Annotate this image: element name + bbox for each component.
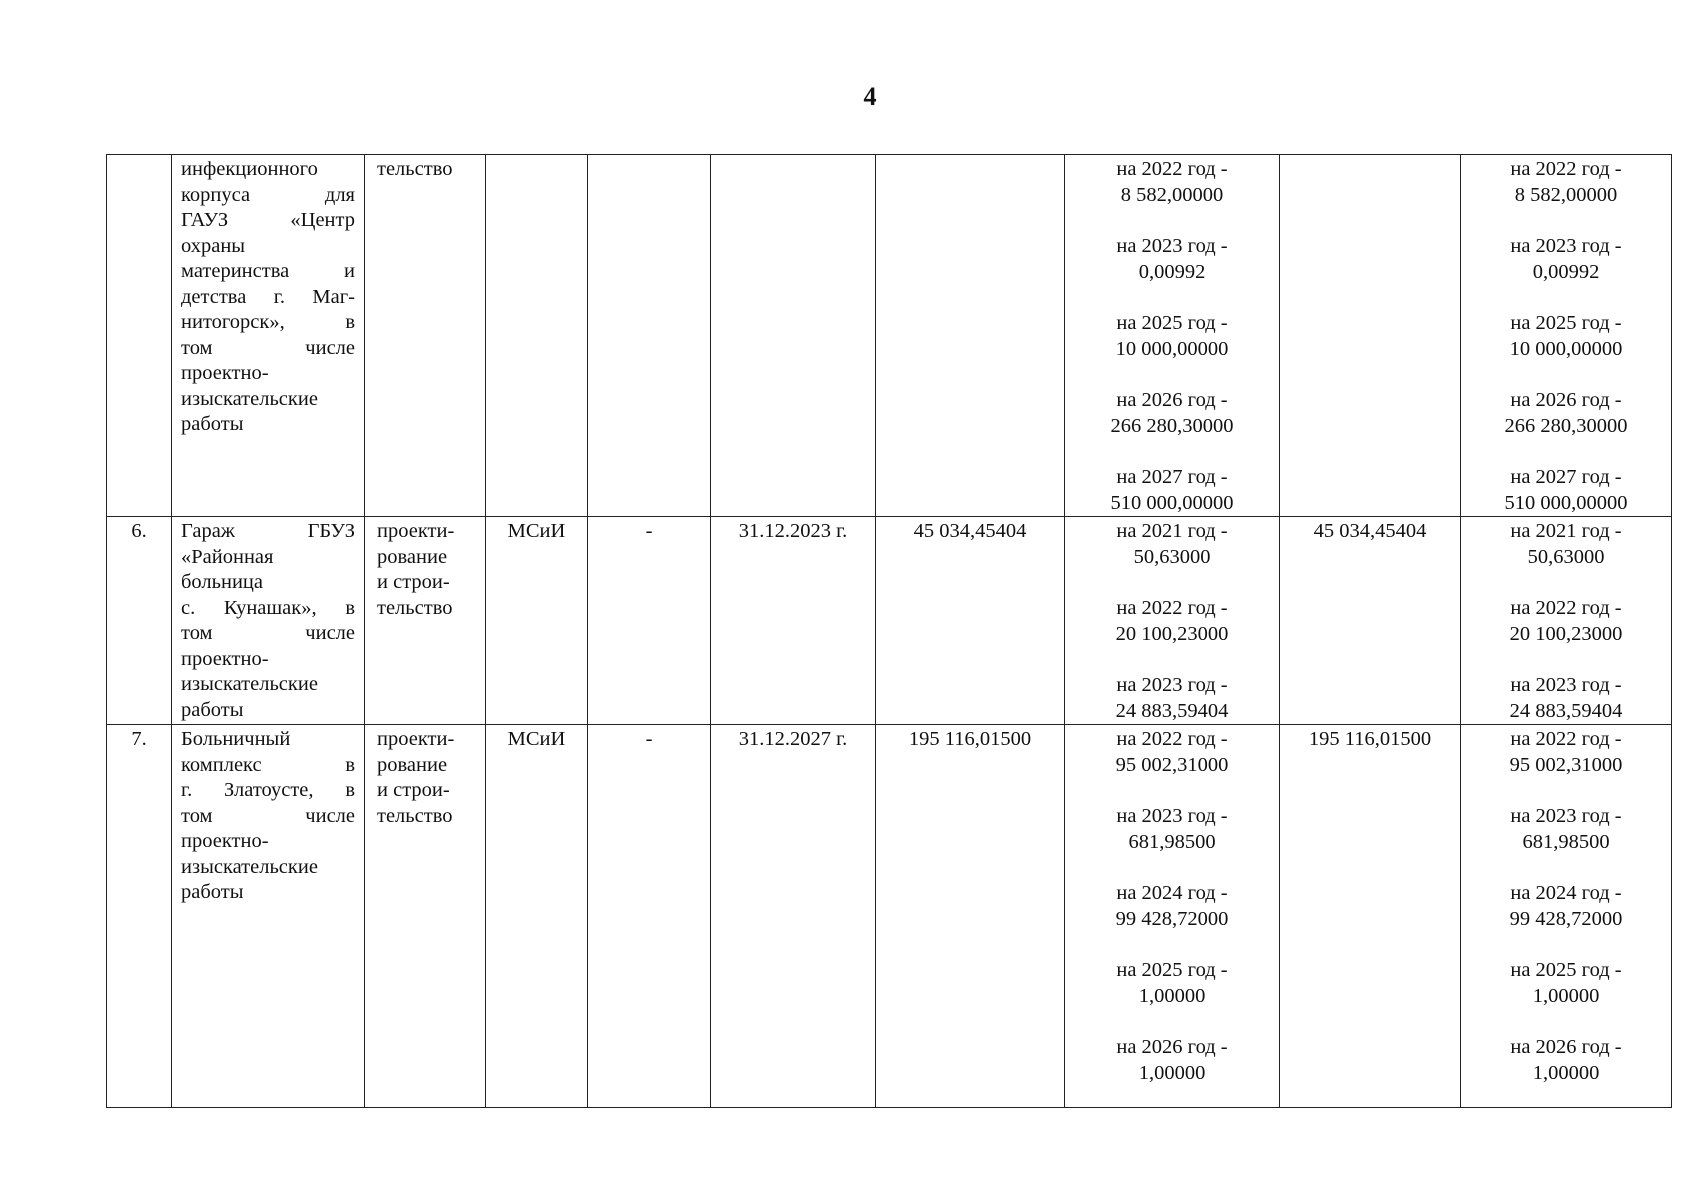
object-name-line: том числе xyxy=(181,804,355,827)
work-type-line: проекти- xyxy=(377,728,455,750)
object-name-cell xyxy=(172,517,365,725)
year-amount: 510 000,00000 xyxy=(1110,491,1234,514)
object-name-line: нитогорск», в xyxy=(181,311,355,333)
customer-value: МСиИ xyxy=(507,728,566,750)
year-amount: 8 582,00000 xyxy=(1514,183,1618,206)
total-cost-value: 195 116,01500 xyxy=(908,728,1032,750)
yearly-funding-2-entry xyxy=(1461,157,1671,208)
yearly-funding-entry xyxy=(1065,311,1279,362)
customer-value: МСиИ xyxy=(507,520,566,542)
year-amount: 1,00000 xyxy=(1532,984,1600,1007)
year-amount: 50,63000 xyxy=(1133,545,1211,568)
yearly-funding-entry xyxy=(1065,157,1279,208)
work-type-cell xyxy=(365,517,486,725)
work-type-line: тельство xyxy=(377,596,453,619)
yearly-funding-entry xyxy=(1065,388,1279,439)
yearly-funding-entry xyxy=(1065,519,1279,570)
year-amount: 510 000,00000 xyxy=(1504,491,1628,514)
work-type-cell xyxy=(365,725,486,1108)
yearly-funding-2-cell xyxy=(1461,725,1672,1108)
row-number: 6. xyxy=(131,520,147,542)
dash-cell xyxy=(588,725,711,1108)
dash-value: - xyxy=(645,728,653,750)
object-name-line: работы xyxy=(181,698,244,721)
yearly-funding-entry xyxy=(1065,881,1279,932)
yearly-funding-2-entry xyxy=(1461,519,1671,570)
yearly-funding-entry xyxy=(1065,727,1279,778)
row-number-cell xyxy=(107,155,172,517)
year-amount: 1,00000 xyxy=(1532,1061,1600,1084)
year-amount: 50,63000 xyxy=(1527,545,1605,568)
total-cost-2-cell xyxy=(1280,517,1461,725)
year-label: на 2023 год - xyxy=(1510,235,1622,257)
object-name-line: изыскательские xyxy=(181,855,318,878)
yearly-funding-entry xyxy=(1065,1035,1279,1086)
object-name-line: проектно- xyxy=(181,830,269,852)
object-name-line: инфекционного xyxy=(181,158,318,180)
year-amount: 8 582,00000 xyxy=(1120,183,1224,206)
year-label: на 2022 год - xyxy=(1116,597,1228,619)
total-cost-2-value: 45 034,45404 xyxy=(1313,520,1427,542)
dash-cell xyxy=(588,155,711,517)
year-label: на 2022 год - xyxy=(1116,728,1228,750)
year-amount: 24 883,59404 xyxy=(1509,699,1623,722)
total-cost-2-value: 195 116,01500 xyxy=(1308,728,1432,750)
year-label: на 2025 год - xyxy=(1510,312,1622,334)
work-type-line: и строи- xyxy=(377,571,450,593)
year-label: на 2023 год - xyxy=(1116,674,1228,696)
year-amount: 1,00000 xyxy=(1138,1061,1206,1084)
yearly-funding-2-entry xyxy=(1461,804,1671,855)
year-amount: 10 000,00000 xyxy=(1509,337,1623,360)
year-label: на 2023 год - xyxy=(1116,235,1228,257)
work-type-line: тельство xyxy=(377,158,453,180)
year-label: на 2022 год - xyxy=(1116,158,1228,180)
object-name-line: больница xyxy=(181,571,263,593)
year-label: на 2022 год - xyxy=(1510,158,1622,180)
deadline-value: 31.12.2023 г. xyxy=(738,520,848,542)
yearly-funding-2-entry xyxy=(1461,465,1671,516)
total-cost-value: 45 034,45404 xyxy=(913,520,1027,542)
deadline-cell xyxy=(711,155,876,517)
year-label: на 2026 год - xyxy=(1510,1036,1622,1058)
object-name-line: комплекс в xyxy=(181,753,355,776)
table-row xyxy=(107,155,1672,517)
year-amount: 266 280,30000 xyxy=(1504,414,1628,437)
work-type-cell xyxy=(365,155,486,517)
work-type-line: тельство xyxy=(377,804,453,827)
object-name-line: изыскательские xyxy=(181,387,318,410)
year-label: на 2023 год - xyxy=(1116,805,1228,827)
year-amount: 99 428,72000 xyxy=(1115,907,1229,930)
year-amount: 95 002,31000 xyxy=(1509,753,1623,776)
year-amount: 0,00992 xyxy=(1138,260,1206,283)
object-name-line: г. Златоусте, в xyxy=(181,779,355,801)
year-amount: 681,98500 xyxy=(1522,830,1610,853)
year-label: на 2026 год - xyxy=(1116,389,1228,411)
yearly-funding-2-entry xyxy=(1461,1035,1671,1086)
row-number-cell xyxy=(107,517,172,725)
object-name-line: том числе xyxy=(181,622,355,644)
year-label: на 2026 год - xyxy=(1510,389,1622,411)
year-label: на 2024 год - xyxy=(1116,882,1228,904)
work-type-line: проекти- xyxy=(377,520,455,542)
year-label: на 2025 год - xyxy=(1116,959,1228,981)
yearly-funding-2-entry xyxy=(1461,727,1671,778)
year-amount: 1,00000 xyxy=(1138,984,1206,1007)
yearly-funding-2-entry xyxy=(1461,673,1671,724)
object-name-line: ГАУЗ «Центр xyxy=(181,209,355,231)
yearly-funding-2-cell xyxy=(1461,517,1672,725)
yearly-funding-2-cell xyxy=(1461,155,1672,517)
year-amount: 266 280,30000 xyxy=(1110,414,1234,437)
yearly-funding-entry xyxy=(1065,958,1279,1009)
yearly-funding-2-entry xyxy=(1461,311,1671,362)
yearly-funding-entry xyxy=(1065,465,1279,516)
year-label: на 2023 год - xyxy=(1510,805,1622,827)
year-label: на 2023 год - xyxy=(1510,674,1622,696)
object-name-line: том числе xyxy=(181,336,355,359)
object-name-line: изыскательские xyxy=(181,673,318,695)
object-name-line: Гараж ГБУЗ xyxy=(181,520,355,542)
total-cost-cell xyxy=(876,517,1065,725)
year-label: на 2021 год - xyxy=(1116,520,1228,542)
yearly-funding-2-entry xyxy=(1461,881,1671,932)
table-body xyxy=(107,155,1672,1108)
yearly-funding-entry xyxy=(1065,596,1279,647)
total-cost-cell xyxy=(876,155,1065,517)
year-label: на 2027 год - xyxy=(1116,466,1228,488)
year-label: на 2025 год - xyxy=(1510,959,1622,981)
year-label: на 2022 год - xyxy=(1510,597,1622,619)
yearly-funding-2-entry xyxy=(1461,388,1671,439)
customer-cell xyxy=(486,155,588,517)
object-name-line: работы xyxy=(181,413,244,435)
object-name-line: проектно- xyxy=(181,362,269,384)
yearly-funding-cell xyxy=(1065,155,1280,517)
work-type-line: рование xyxy=(377,753,448,776)
yearly-funding-cell xyxy=(1065,517,1280,725)
year-label: на 2024 год - xyxy=(1510,882,1622,904)
row-number: 7. xyxy=(131,728,147,750)
year-label: на 2022 год - xyxy=(1510,728,1622,750)
year-label: на 2027 год - xyxy=(1510,466,1622,488)
page-number: 4 xyxy=(863,82,877,111)
year-amount: 0,00992 xyxy=(1532,260,1600,283)
object-name-line: «Районная xyxy=(181,545,274,568)
year-amount: 20 100,23000 xyxy=(1509,622,1623,645)
dash-value: - xyxy=(645,520,653,542)
table-row xyxy=(107,725,1672,1108)
object-name-cell xyxy=(172,155,365,517)
customer-cell xyxy=(486,725,588,1108)
object-name-line: материнства и xyxy=(181,260,355,282)
year-amount: 10 000,00000 xyxy=(1115,337,1229,360)
customer-cell xyxy=(486,517,588,725)
year-amount: 95 002,31000 xyxy=(1115,753,1229,776)
total-cost-cell xyxy=(876,725,1065,1108)
object-name-line: с. Кунашак», в xyxy=(181,596,355,619)
work-type-line: и строи- xyxy=(377,779,450,801)
object-name-line: работы xyxy=(181,881,244,903)
deadline-cell xyxy=(711,517,876,725)
dash-cell xyxy=(588,517,711,725)
object-name-line: охраны xyxy=(181,234,246,257)
yearly-funding-cell xyxy=(1065,725,1280,1108)
object-name-line: корпуса для xyxy=(181,183,355,206)
year-label: на 2025 год - xyxy=(1116,312,1228,334)
object-name-line: проектно- xyxy=(181,647,269,670)
yearly-funding-2-entry xyxy=(1461,234,1671,285)
year-amount: 99 428,72000 xyxy=(1509,907,1623,930)
year-label: на 2021 год - xyxy=(1510,520,1622,542)
year-amount: 681,98500 xyxy=(1128,830,1216,853)
object-name-cell xyxy=(172,725,365,1108)
year-amount: 20 100,23000 xyxy=(1115,622,1229,645)
yearly-funding-2-entry xyxy=(1461,958,1671,1009)
object-name-line: Больничный xyxy=(181,728,291,750)
row-number-cell xyxy=(107,725,172,1108)
work-type-line: рование xyxy=(377,545,448,568)
total-cost-2-cell xyxy=(1280,155,1461,517)
deadline-value: 31.12.2027 г. xyxy=(738,728,848,750)
yearly-funding-2-entry xyxy=(1461,596,1671,647)
table-row xyxy=(107,517,1672,725)
year-label: на 2026 год - xyxy=(1116,1036,1228,1058)
yearly-funding-entry xyxy=(1065,673,1279,724)
total-cost-2-cell xyxy=(1280,725,1461,1108)
investment-table xyxy=(106,154,1672,1108)
deadline-cell xyxy=(711,725,876,1108)
yearly-funding-entry xyxy=(1065,804,1279,855)
yearly-funding-entry xyxy=(1065,234,1279,285)
year-amount: 24 883,59404 xyxy=(1115,699,1229,722)
object-name-line: детства г. Маг- xyxy=(181,285,355,308)
